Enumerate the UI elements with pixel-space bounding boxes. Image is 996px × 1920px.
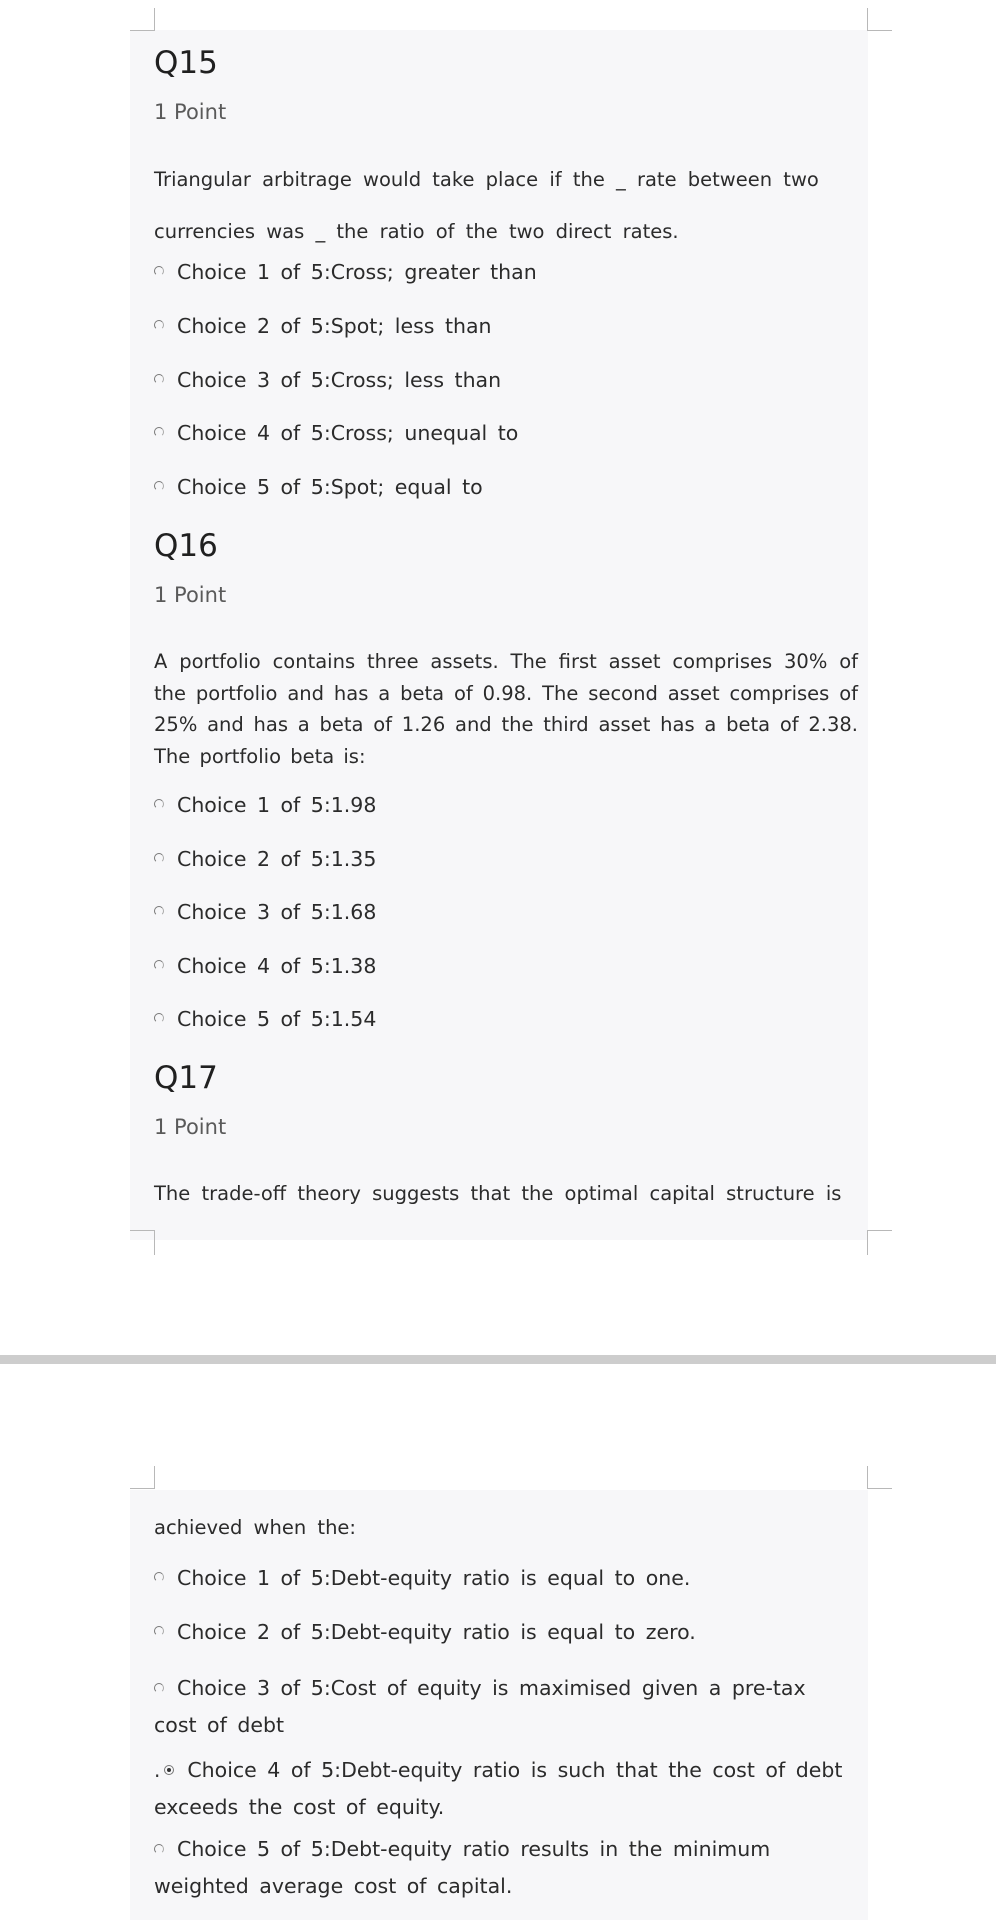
choice-label: Choice 3 of 5:1.68 [177, 900, 377, 924]
choice-label: Choice 4 of 5:1.38 [177, 954, 377, 978]
radio-button-icon[interactable] [154, 1572, 164, 1582]
q16-choice-3[interactable] [154, 900, 376, 924]
radio-button-icon[interactable] [154, 1683, 164, 1693]
radio-button-icon[interactable] [154, 1626, 164, 1636]
choice-label: Choice 3 of 5:Cost of equity is maximised given a pre-tax cost of debt [154, 1676, 806, 1737]
q15-choice-1[interactable] [154, 260, 537, 284]
q16-choice-2[interactable] [154, 847, 376, 871]
crop-mark-top-right-h [867, 30, 892, 31]
crop-mark-p2-top-left [154, 1466, 155, 1488]
crop-mark-bottom-right [867, 1230, 868, 1255]
radio-button-icon[interactable] [154, 906, 164, 916]
radio-button-icon[interactable] [154, 266, 164, 276]
q17-choice-3[interactable] [154, 1670, 858, 1744]
choice-label: Choice 5 of 5:Spot; equal to [177, 475, 483, 499]
q17-choice-5[interactable] [154, 1831, 858, 1905]
choice-label: Choice 2 of 5:Spot; less than [177, 314, 492, 338]
choice-label: Choice 5 of 5:Debt-equity ratio results in the minimum weighted average cost of capital. [154, 1837, 771, 1898]
radio-button-icon[interactable] [154, 481, 164, 491]
q15-choice-2[interactable] [154, 314, 492, 338]
q16-choice-5[interactable] [154, 1007, 376, 1031]
q17-choice-1[interactable] [154, 1566, 690, 1590]
radio-button-icon[interactable] [154, 853, 164, 863]
crop-mark-p2-top-right-h [867, 1488, 892, 1489]
radio-button-icon[interactable] [154, 799, 164, 809]
radio-button-icon[interactable] [154, 320, 164, 330]
q17-choice-2[interactable] [154, 1620, 696, 1644]
q15-choice-4[interactable] [154, 421, 518, 445]
q17-choice-4[interactable] [154, 1752, 858, 1826]
choice-label: Choice 1 of 5:Debt-equity ratio is equal to one. [177, 1566, 691, 1590]
choice-label: Choice 2 of 5:1.35 [177, 847, 377, 871]
radio-button-icon[interactable] [154, 374, 164, 384]
page-1 [130, 30, 868, 1240]
radio-button-icon[interactable] [154, 1844, 164, 1854]
selection-marker: . [154, 1758, 161, 1782]
crop-mark-p2-top-left-h [130, 1488, 155, 1489]
radio-button-icon[interactable] [154, 427, 164, 437]
choice-label: Choice 5 of 5:1.54 [177, 1007, 377, 1031]
choice-label: Choice 4 of 5:Cross; unequal to [177, 421, 519, 445]
radio-button-icon[interactable] [154, 960, 164, 970]
question-text-q17-line1: The trade-off theory suggests that the optimal capital structure is [154, 1182, 842, 1205]
page-separator [0, 1355, 996, 1364]
radio-button-selected-icon[interactable] [164, 1765, 174, 1775]
question-text-q17-line2: achieved when the: [154, 1516, 356, 1539]
question-text-q16: A portfolio contains three assets. The first asset comprises 30% of the portfolio and has a beta of 0.98. The second asset comprises of 25% and has a beta of 1.26 and the third asset has a beta of 2.38. The portfolio beta is: [154, 650, 858, 768]
choice-label: Choice 2 of 5:Debt-equity ratio is equal to zero. [177, 1620, 696, 1644]
question-points-q15: 1 Point [154, 100, 227, 124]
choice-label: Choice 1 of 5:1.98 [177, 793, 377, 817]
crop-mark-bottom-left [154, 1230, 155, 1255]
crop-mark-p2-top-right [867, 1466, 868, 1488]
choice-label: Choice 3 of 5:Cross; less than [177, 368, 502, 392]
q16-choice-4[interactable] [154, 954, 376, 978]
question-title-q17: Q17 [154, 1060, 218, 1096]
crop-mark-top-left [154, 8, 155, 30]
question-title-q15: Q15 [154, 45, 218, 81]
crop-mark-top-right [867, 8, 868, 30]
question-title-q16: Q16 [154, 528, 218, 564]
question-text-q15-line1: Triangular arbitrage would take place if the _ rate between two [154, 168, 819, 191]
question-points-q16: 1 Point [154, 583, 227, 607]
q15-choice-5[interactable] [154, 475, 483, 499]
choice-label: Choice 1 of 5:Cross; greater than [177, 260, 537, 284]
choice-label: Choice 4 of 5:Debt-equity ratio is such that the cost of debt exceeds the cost of equity. [154, 1758, 843, 1819]
crop-mark-top-left-h [130, 30, 155, 31]
question-text-q15-line2: currencies was _ the ratio of the two direct rates. [154, 220, 679, 243]
q16-choice-1[interactable] [154, 793, 376, 817]
radio-button-icon[interactable] [154, 1013, 164, 1023]
crop-mark-bottom-left-h [130, 1230, 155, 1231]
crop-mark-bottom-right-h [867, 1230, 892, 1231]
question-points-q17: 1 Point [154, 1115, 227, 1139]
q15-choice-3[interactable] [154, 368, 501, 392]
